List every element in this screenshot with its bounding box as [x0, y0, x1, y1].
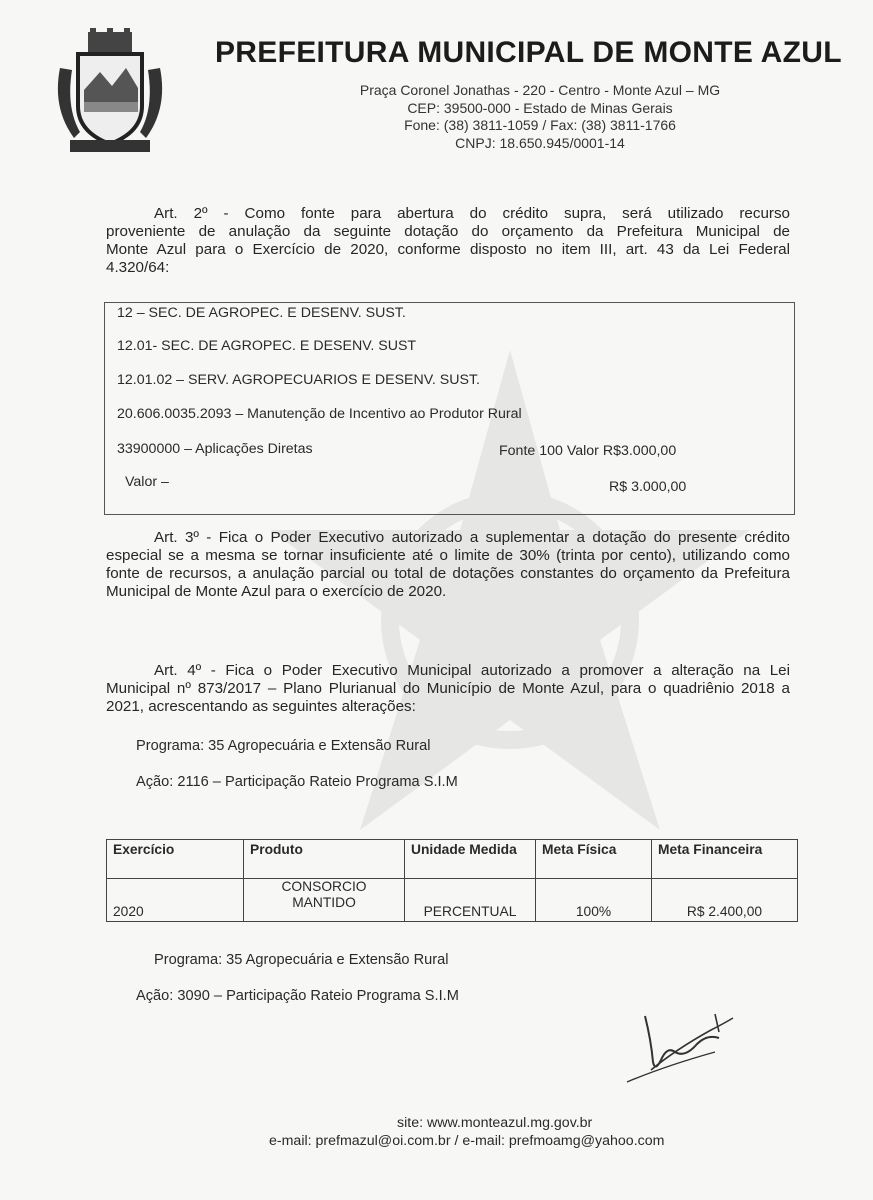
- header-unidade: Unidade Medida: [405, 840, 536, 879]
- dotacao-fonte: Fonte 100 Valor R$3.000,00: [499, 443, 677, 459]
- article-2-line: Monte Azul para o Exercício de 2020, conforme disposto no item III, art. 43 da Lei Federal: [106, 241, 790, 258]
- dotacao-line: 20.606.0035.2093 – Manutenção de Incentivo ao Produtor Rural: [117, 406, 522, 422]
- article-3-line: Art. 3º - Fica o Poder Executivo autorizado a suplementar a dotação do presente crédito: [154, 529, 790, 546]
- signature: [615, 1000, 765, 1090]
- acao-line: Ação: 2116 – Participação Rateio Programa S.I.M: [136, 774, 458, 790]
- article-3: [106, 529, 790, 601]
- article-2-line: 4.320/64:: [106, 259, 170, 276]
- article-2: [106, 205, 790, 277]
- footer-email: e-mail: prefmazul@oi.com.br / e-mail: prefmoamg@yahoo.com: [269, 1133, 665, 1149]
- article-4-line: Municipal nº 873/2017 – Plano Plurianual do Município de Monte Azul, para o quadriênio 2018 a: [106, 680, 790, 697]
- article-2-line: Art. 2º - Como fonte para abertura do crédito supra, será utilizado recurso: [154, 205, 790, 222]
- dotacao-line: 33900000 – Aplicações Diretas: [117, 441, 313, 457]
- table-row: [107, 879, 798, 922]
- programa-line: Programa: 35 Agropecuária e Extensão Rural: [154, 952, 449, 968]
- article-4-line: 2021, acrescentando as seguintes alterações:: [106, 698, 416, 715]
- article-2-line: proveniente de anulação da seguinte dotação do orçamento da Prefeitura Municipal de: [106, 223, 790, 240]
- cell-exercicio: 2020: [107, 879, 244, 922]
- cell-meta-financeira: R$ 2.400,00: [652, 879, 798, 922]
- valor-amount: R$ 3.000,00: [609, 479, 687, 495]
- phone-line: Fone: (38) 3811-1059 / Fax: (38) 3811-1766: [404, 117, 676, 133]
- valor-label: Valor –: [125, 474, 169, 490]
- acao-line: Ação: 3090 – Participação Rateio Programa S.I.M: [136, 988, 459, 1004]
- dotacao-box: [104, 302, 795, 515]
- article-3-line: Municipal de Monte Azul para o exercício de 2020.: [106, 583, 447, 600]
- article-3-line: especial se a mesma se tornar insuficiente até o limite de 30% (trinta por cento), utilizando como: [106, 547, 790, 564]
- cell-meta-fisica: 100%: [536, 879, 652, 922]
- header-meta-financeira: Meta Financeira: [652, 840, 798, 879]
- dotacao-line: 12 – SEC. DE AGROPEC. E DESENV. SUST.: [117, 305, 406, 321]
- footer-site: site: www.monteazul.mg.gov.br: [397, 1115, 593, 1131]
- cnpj-line: CNPJ: 18.650.945/0001-14: [455, 134, 625, 151]
- address-line: Praça Coronel Jonathas - 220 - Centro - Monte Azul – MG: [359, 82, 721, 98]
- programa-line: Programa: 35 Agropecuária e Extensão Rural: [136, 738, 431, 754]
- header-meta-fisica: Meta Física: [536, 840, 652, 879]
- cep-line: CEP: 39500-000 - Estado de Minas Gerais: [407, 99, 673, 116]
- table-header-row: [107, 840, 798, 879]
- article-3-line: fonte de recursos, a anulação parcial ou total de dotações constantes do orçamento da Prefeitura: [106, 565, 790, 582]
- article-4: [106, 662, 790, 716]
- cell-produto: CONSORCIO MANTIDO: [244, 879, 405, 922]
- cell-unidade: PERCENTUAL: [405, 879, 536, 922]
- dotacao-line: 12.01.02 – SERV. AGROPECUARIOS E DESENV. SUST.: [117, 372, 480, 388]
- coat-of-arms-logo: [50, 28, 170, 158]
- header-address: [300, 82, 780, 152]
- header-exercicio: Exercício: [107, 840, 244, 879]
- meta-table: [106, 839, 798, 922]
- dotacao-line: 12.01- SEC. DE AGROPEC. E DESENV. SUST: [117, 338, 417, 354]
- page-title: PREFEITURA MUNICIPAL DE MONTE AZUL: [215, 36, 842, 69]
- article-4-line: Art. 4º - Fica o Poder Executivo Municipal autorizado a promover a alteração na Lei: [154, 662, 790, 679]
- header-produto: Produto: [244, 840, 405, 879]
